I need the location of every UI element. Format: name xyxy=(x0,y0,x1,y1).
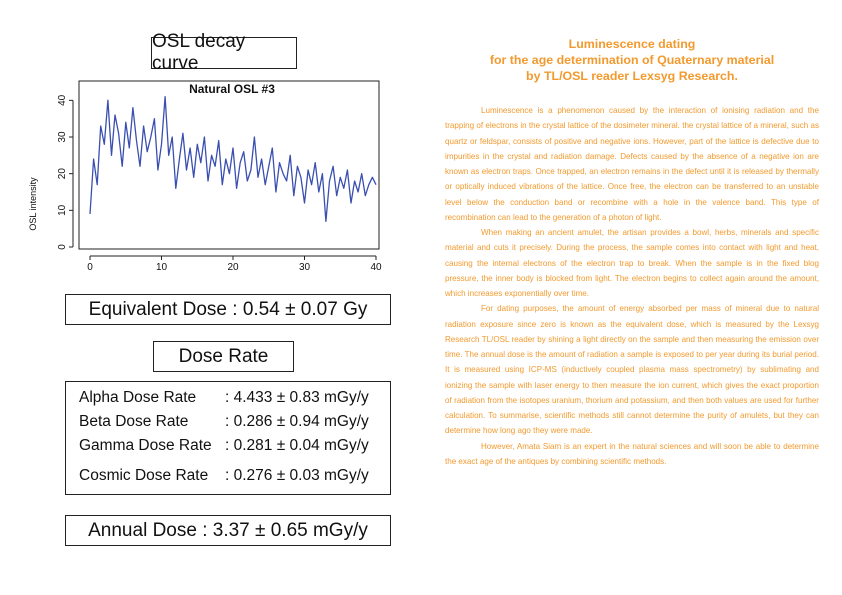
gamma-dose-rate-value: : 0.281 ± 0.04 mGy/y xyxy=(225,437,369,454)
cosmic-dose-rate-value: : 0.276 ± 0.03 mGy/y xyxy=(225,467,369,484)
osl-decay-chart xyxy=(24,76,386,272)
plot-frame xyxy=(79,81,379,249)
y-tick-label: 0 xyxy=(57,244,68,250)
osl-decay-title xyxy=(151,31,297,74)
article-title-line: by TL/OSL reader Lexsyg Research. xyxy=(526,69,738,83)
alpha-dose-rate-label: Alpha Dose Rate xyxy=(79,389,197,406)
chart-title: Natural OSL #3 xyxy=(189,82,275,96)
annual-dose-box xyxy=(65,515,391,546)
osl-series-line xyxy=(90,97,376,222)
dose-rate-title-text: Dose Rate xyxy=(178,345,269,367)
gamma-dose-rate-label: Gamma Dose Rate xyxy=(79,437,212,454)
osl-series xyxy=(90,97,376,222)
y-axis-label: OSL intensity xyxy=(28,177,38,231)
article-paragraph: For dating purposes, the amount of energy absorbed per mass of mineral due to natural radiation exposure since zero is known as the equivalent dose, which is measured by the Lexsyg Research TL/OSL reader by shining a light directly on the sample and then measuring the emission over time. The annual dose is the amount of radiation a sample is exposed to per year during its burial period. It is measured using ICP-MS (inductively coupled plasma mass spectrometry) by sublimating and ionizing the sample with laser energy to then measure the ion current, which gives the exact proportion of radiation from the isotopes uranium, thorium and potassium, and then both values are used for further calculation. To summarise, scientific methods still cannot determine the purity of amulets, but they can determine how long ago they were made. xyxy=(445,304,819,436)
y-tick-label: 20 xyxy=(57,168,68,180)
article-title xyxy=(445,36,819,84)
dose-rate-title xyxy=(153,341,294,372)
dose-rates-box xyxy=(65,381,391,495)
article-column xyxy=(445,36,819,469)
y-tick-label: 40 xyxy=(57,94,68,106)
equivalent-dose-text: Equivalent Dose : 0.54 ± 0.07 Gy xyxy=(88,298,368,320)
cosmic-dose-rate-row xyxy=(79,467,369,485)
article-paragraph: However, Amata Siam is an expert in the natural sciences and will soon be able to determine the exact age of the antiques by combining scientific methods. xyxy=(445,441,819,466)
beta-dose-rate-row xyxy=(79,413,369,431)
annual-dose-text: Annual Dose : 3.37 ± 0.65 mGy/y xyxy=(88,519,368,541)
x-tick-label: 0 xyxy=(87,262,93,272)
alpha-dose-rate-row xyxy=(79,389,369,407)
y-tick-label: 10 xyxy=(57,204,68,216)
article-paragraph: Luminescence is a phenomenon caused by the interaction of ionising radiation and the trapping of electrons in the crystal lattice of the dosimeter mineral. the crystal lattice of a mineral, such as quartz or feldspar, consists of positive and negative ions. However, part of the lattice is defective due to impurities in the crystal and radiation damage. Defects caused by the absence of a negative ion are known as electron traps. Once trapped, an electron remains in the defect until it is released by thermally or optically induced vibrations of the lattice. Once free, the electron can be transferred to an unstable level below the conduction band or recombine with a hole in the valence band. This type of recombination can lead to the generation of a photon of light. xyxy=(445,106,819,222)
beta-dose-rate-value: : 0.286 ± 0.94 mGy/y xyxy=(225,413,369,430)
x-tick-label: 30 xyxy=(298,262,311,272)
article-title-line: Luminescence dating xyxy=(568,37,696,51)
x-tick-label: 20 xyxy=(227,262,239,272)
x-tick-label: 10 xyxy=(155,262,168,272)
cosmic-dose-rate-label: Cosmic Dose Rate xyxy=(79,467,209,484)
alpha-dose-rate-value: : 4.433 ± 0.83 mGy/y xyxy=(225,389,369,406)
gamma-dose-rate-row xyxy=(79,437,369,455)
y-tick-label: 30 xyxy=(57,131,68,143)
beta-dose-rate-label: Beta Dose Rate xyxy=(79,413,189,430)
equivalent-dose-box xyxy=(65,294,391,325)
article-paragraph: When making an ancient amulet, the artisan provides a bowl, herbs, minerals and specific material and cuts it precisely. During the process, the sample comes into contact with light and heat, causing the internal electrons of the electron trap to break. When the sample is in the fixed blog pressure, the inner body is blocked from light. The electron begins to collect again around the amount, which increases exponentially over time. xyxy=(445,228,819,298)
article-title-line: for the age determination of Quaternary material xyxy=(489,53,775,67)
x-tick-label: 40 xyxy=(370,262,382,272)
osl-decay-title-text: OSL decay curve xyxy=(152,31,246,74)
